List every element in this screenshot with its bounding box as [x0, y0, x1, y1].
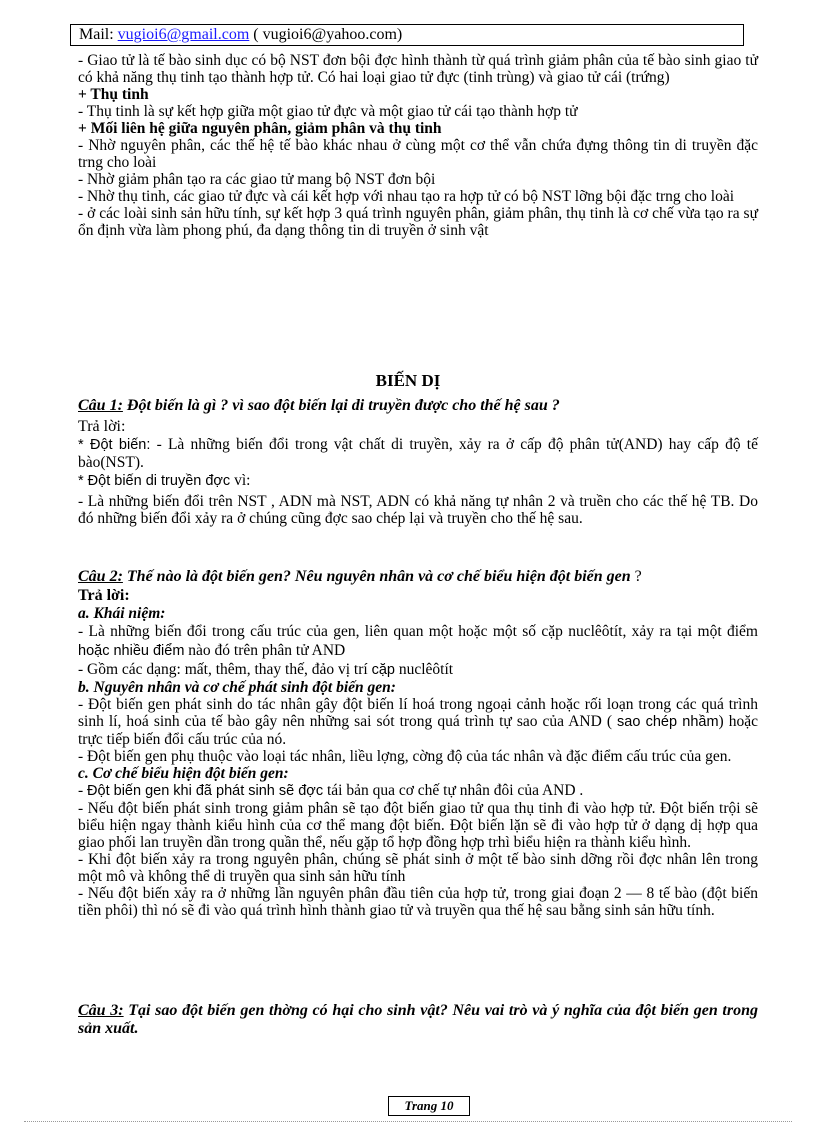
- cau2-b1-text: - Đột biến gen phát sinh do tác nhân gây đột biến lí hoá trong ngoại cảnh hoặc rối loạn trong các quá trình sinh lí, hoá sinh của tế bào gây nên những sai sót trong quá trình tự sao của AND (: [78, 696, 758, 730]
- cau1-duoc: đợc: [201, 473, 231, 489]
- cau2-a2-end: nuclêôtít: [394, 661, 454, 678]
- heading-moi-lien-he: + Mối liên hệ giữa nguyên phân, giảm phân và thụ tinh: [78, 120, 442, 137]
- cau2-c1-dash: -: [78, 782, 88, 799]
- cau1-label: Câu 1:: [78, 397, 123, 414]
- cau1-block: [78, 397, 758, 527]
- cau1-dot-bien-text: - Là những biến đổi trong vật chất di truyền, xảy ra ở cấp độ phân tử(AND) hay cấp độ tế bào(NST).: [78, 436, 758, 471]
- para-giam-phan: - Nhờ giảm phân tạo ra các giao tử mang bộ NST đơn bội: [78, 171, 436, 188]
- cau2-b1-sans: sao chép nhầm: [617, 714, 719, 730]
- mail-label: Mail:: [79, 26, 114, 43]
- para-ket-hop: - ở các loài sinh sản hữu tính, sự kết hợp 3 quá trình nguyên phân, giảm phân, thụ tinh là cơ chế vừa tạo ra sự ổn định vừa làm phong phú, đa dạng thông tin di truyền ở sinh vật: [78, 205, 758, 239]
- header-contact-box: [70, 24, 744, 46]
- email-yahoo: ( vugioi6@yahoo.com): [253, 26, 403, 43]
- cau2-answer-label: Trả lời:: [78, 587, 130, 604]
- cau2-question-end: ?: [630, 568, 642, 585]
- cau2-a-title: a. Khái niệm:: [78, 605, 166, 622]
- cau1-di-truyen-label: * Đột biến di truyền: [78, 473, 202, 489]
- para-thu-tinh-2: - Nhờ thụ tinh, các giao tử đực và cái kết hợp với nhau tạo ra hợp tử có bộ NST lỡng bội đặc trng cho loài: [78, 188, 735, 205]
- page-number: Trang 10: [388, 1096, 470, 1116]
- cau3-label: Câu 3:: [78, 1002, 124, 1019]
- cau1-answer-label: Trả lời:: [78, 418, 126, 435]
- cau2-c4: - Nếu đột biến xảy ra ở những lần nguyên phân đầu tiên của hợp tử, trong giai đoạn 2 — 8 tế bào (đột biến tiền phôi) thì nó sẽ đi vào quá trình hình thành giao tử và truyền qua thế hệ sau bằng sinh sản hữu tính.: [78, 885, 758, 919]
- cau2-a2-text: - Gồm các dạng: mất, thêm, thay thế, đảo vị trí: [78, 661, 372, 678]
- para-nguyen-phan: - Nhờ nguyên phân, các thế hệ tế bào khác nhau ở cùng một cơ thể vẫn chứa đựng thông tin di truyền đặc trng cho loài: [78, 137, 758, 171]
- cau2-c2: - Nếu đột biến phát sinh trong giảm phân sẽ tạo đột biến giao tử qua thụ tinh đi vào hợp tử. Đột biến trội sẽ biểu hiện ngay thành kiểu hình của cơ thể mang đột biến. Đột biến lặn sẽ đi vào hợp tử ở dạng dị hợp qua giao phối lan truyền dần trong quần thể, nếu gặp tổ hợp đồng hợp trhì biểu hiện ra thành kiểu hình.: [78, 800, 758, 851]
- cau1-vi: vì:: [230, 472, 251, 489]
- top-section: [78, 52, 758, 239]
- email-link-gmail[interactable]: vugioi6@gmail.com: [117, 26, 250, 43]
- cau2-b-title: b. Nguyên nhân và cơ chế phát sinh đột biến gen:: [78, 679, 396, 696]
- cau2-c3: - Khi đột biến xảy ra trong nguyên phân, chúng sẽ phát sinh ở một tế bào sinh dỡng rồi đợc nhân lên trong một mô và không thể di truyền qua sinh sản hữu tính: [78, 851, 758, 885]
- cau2-label: Câu 2:: [78, 568, 123, 585]
- cau1-dot-bien-label: * Đột biến:: [78, 437, 151, 453]
- cau2-a1-text: - Là những biến đổi trong cấu trúc của gen, liên quan một hoặc một số cặp nuclêôtít, xảy ra tại một điểm: [78, 623, 758, 640]
- page-bottom-divider: [24, 1121, 792, 1122]
- cau2-c1-sans: Đột biến gen khi đã phát sinh sẽ đợc: [87, 783, 324, 799]
- cau2-c1-end: tái bản qua cơ chế tự nhân đôi của AND .: [323, 782, 584, 799]
- cau2-a2-cap: cặp: [371, 662, 395, 678]
- cau2-b1-end: ) hoặc trực tiếp biến đổi cấu trúc của nó.: [78, 713, 758, 748]
- cau2-b2: - Đột biến gen phụ thuộc vào loại tác nhân, liều lợng, cờng độ của tác nhân và đặc điểm cấu trúc của gen.: [78, 748, 732, 765]
- cau2-block: [78, 568, 758, 919]
- heading-thu-tinh: + Thụ tinh: [78, 86, 149, 103]
- para-giao-tu: - Giao tử là tế bào sinh dục có bộ NST đơn bội đợc hình thành từ quá trình giảm phân của tế bào sinh giao tử có khả năng thụ tinh tạo thành hợp tử. Có hai loại giao tử đực (tinh trùng) và giao tử cái (trứng): [78, 52, 758, 86]
- section-title: BIẾN DỊ: [375, 371, 441, 390]
- cau2-a1-sans: hoặc nhiều điểm: [78, 643, 185, 659]
- cau2-question: Thế nào là đột biến gen? Nêu nguyên nhân và cơ chế biểu hiện đột biến gen: [122, 568, 631, 585]
- cau2-a1-end: nào đó trên phân tử AND: [184, 642, 346, 659]
- cau3-block: [78, 1002, 758, 1038]
- cau1-question: Đột biến là gì ? vì sao đột biến lại di truyền được cho thế hệ sau ?: [122, 397, 560, 414]
- cau3-question: Tại sao đột biến gen thờng có hại cho sinh vật? Nêu vai trò và ý nghĩa của đột biến gen trong sản xuất.: [78, 1002, 758, 1037]
- para-thu-tinh: - Thụ tinh là sự kết hợp giữa một giao tử đực và một giao tử cái tạo thành hợp tử: [78, 103, 578, 120]
- cau1-explanation: - Là những biến đổi trên NST , ADN mà NST, ADN có khả năng tự nhân 2 và truền cho các thế hệ TB. Do đó những biến đổi xảy ra ở chúng cũng đợc sao chép lại và truyền cho thế hệ sau.: [78, 493, 758, 527]
- cau2-c-title: c. Cơ chế biểu hiện đột biến gen:: [78, 765, 289, 782]
